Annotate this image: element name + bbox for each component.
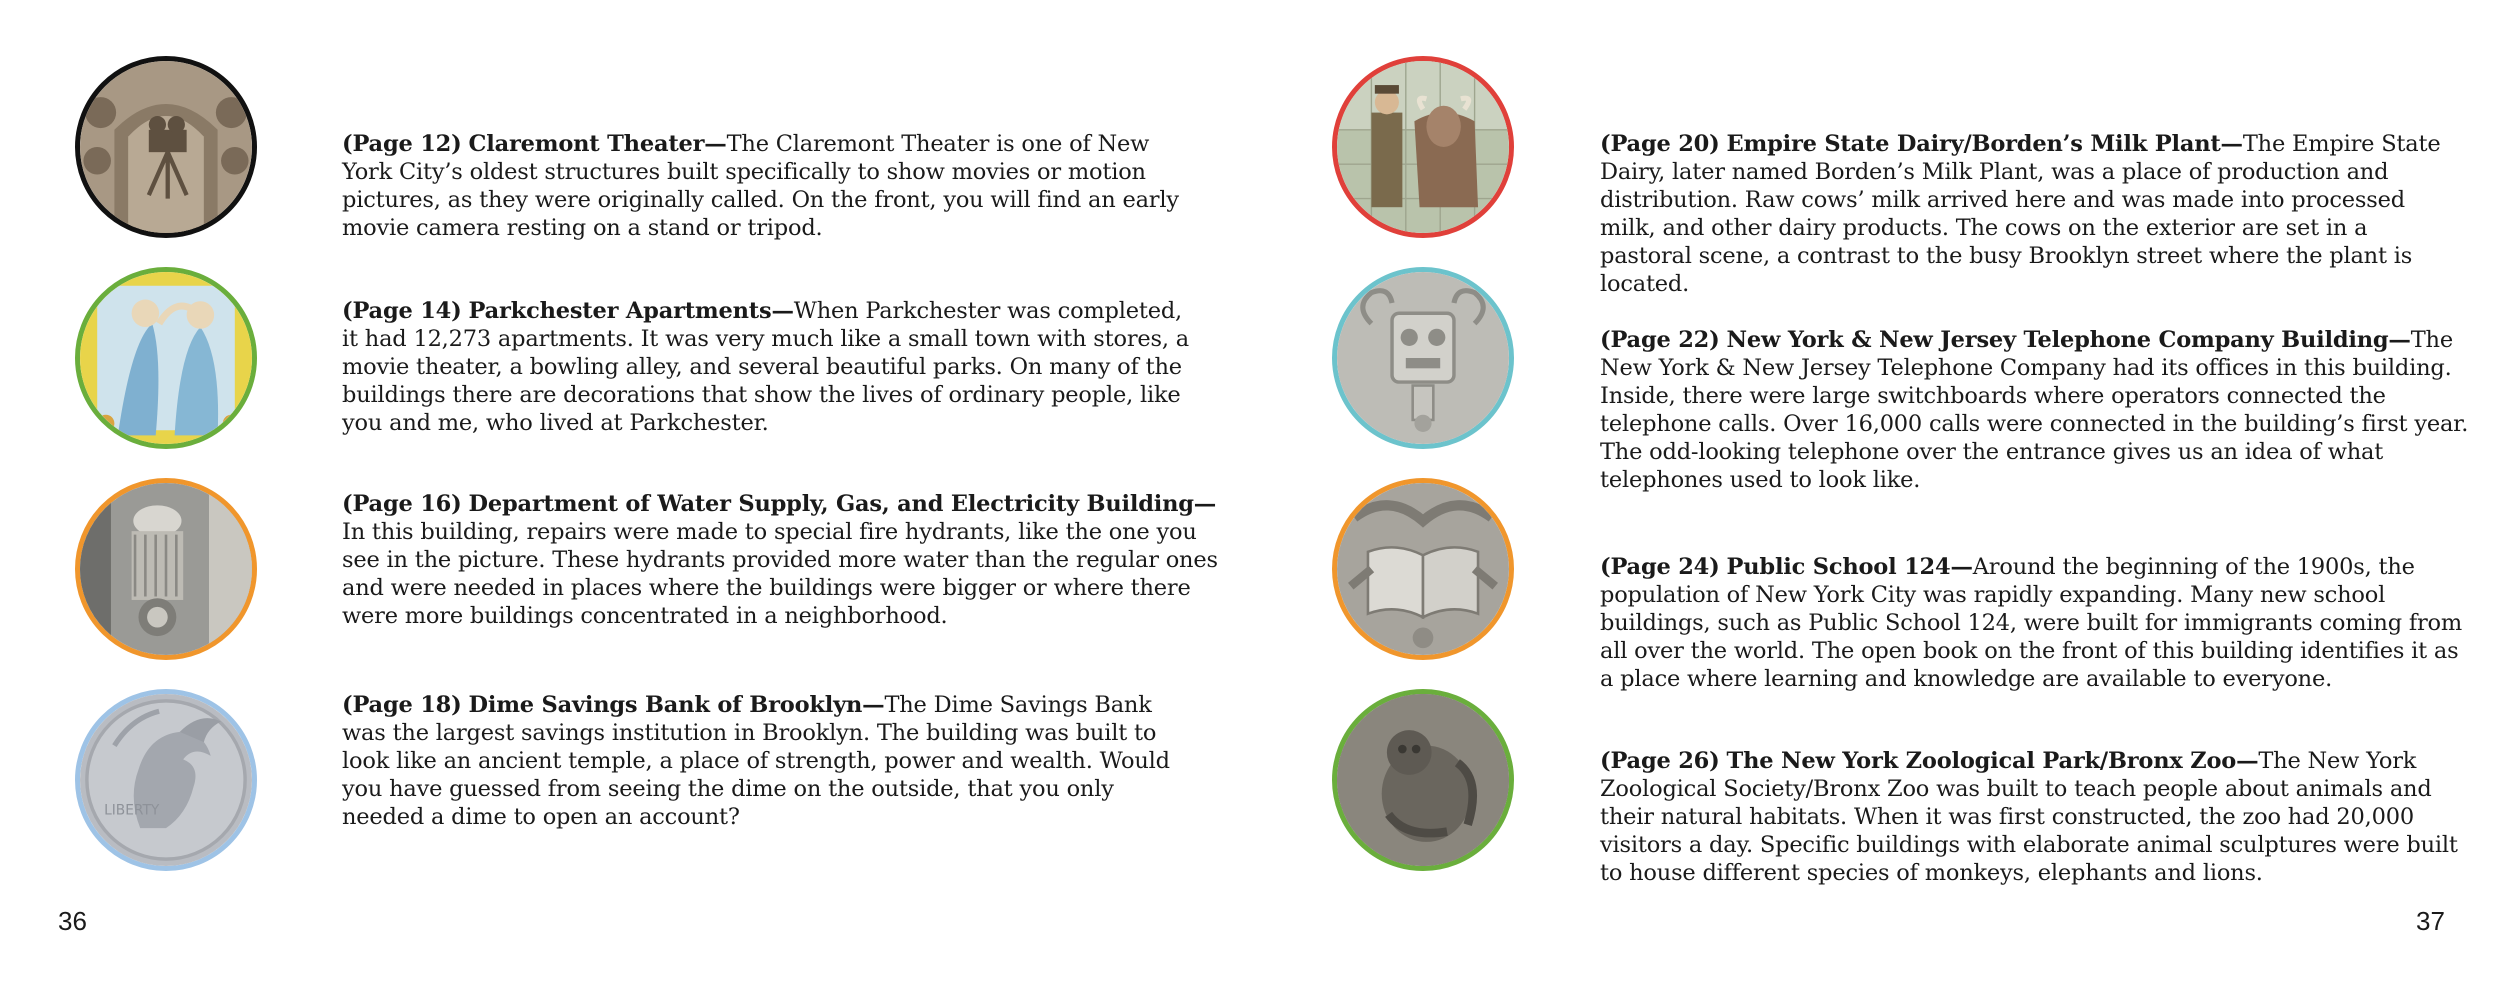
right-page	[1249, 0, 2498, 994]
entry-body: The Empire State Dairy, later named Borden’s Milk Plant, was a place of production and distribution. Raw cows’ milk arrived here and was made into processed milk, and other dairy products. The cows on the exterior are set in a pastoral scene, a contrast to the busy Brooklyn street where the plant is located.	[1600, 131, 2441, 297]
entry-title: Dime Savings Bank of Brooklyn—	[468, 692, 885, 718]
entry-claremont-text	[342, 130, 1202, 242]
entry-ref: (Page 26)	[1600, 748, 1720, 774]
entry-ref: (Page 20)	[1600, 131, 1720, 157]
entry-body: Around the beginning of the 1900s, the population of New York City was rapidly expanding. Many new school buildings, such as Public School 124, were built for immigrants coming from all over the world. The open book on the front of this building identifies it as a place where learning and knowledge are available to everyone.	[1600, 554, 2463, 692]
entry-parkchester-text	[342, 297, 1202, 437]
entry-body: The New York & New Jersey Telephone Company had its offices in this building. Inside, there were large switchboards where operators connected the telephone calls. Over 16,000 calls were connected in the building’s first year. The odd-looking telephone over the entrance gives us an idea of what telephones used to look like.	[1600, 327, 2469, 493]
page-number: 37	[2416, 906, 2445, 936]
open-book-carving-icon	[1332, 478, 1514, 660]
entry-title: Department of Water Supply, Gas, and Electricity Building—	[468, 491, 1217, 517]
svg-text:LIBERTY: LIBERTY	[104, 802, 160, 819]
entry-empire-state-dairy-text	[1600, 130, 2460, 298]
page-number: 36	[58, 906, 87, 936]
entry-body: The Claremont Theater is one of New York City’s oldest structures built specifically to show movies or motion pictures, as they were originally called. On the front, you will find an early movie camera resting on a stand or tripod.	[342, 131, 1179, 241]
entry-title: The New York Zoological Park/Bronx Zoo—	[1726, 748, 2259, 774]
mercury-dime-icon	[75, 689, 257, 871]
entry-body: When Parkchester was completed, it had 12,273 apartments. It was very much like a small town with stores, a movie theater, a bowling alley, and several beautiful parks. On many of the buildings there are decorations that show the lives of ordinary people, like you and me, who lived at Parkchester.	[342, 298, 1189, 436]
farmer-and-cow-mural-icon	[1332, 56, 1514, 238]
entry-body: In this building, repairs were made to special fire hydrants, like the one you see in the picture. These hydrants provided more water than the regular ones and were needed in places where the buildings were bigger or where there were more buildings concentrated in a neighborhood.	[342, 519, 1218, 629]
entry-title: Claremont Theater—	[468, 131, 727, 157]
entry-dime-savings-text	[342, 691, 1202, 831]
monkey-sculpture-icon	[1332, 689, 1514, 871]
entry-ref: (Page 18)	[342, 692, 462, 718]
entry-title: Empire State Dairy/Borden’s Milk Plant—	[1726, 131, 2243, 157]
fire-hydrant-carving-icon	[75, 478, 257, 660]
movie-camera-carving-icon	[75, 56, 257, 238]
telephone-carving-icon	[1332, 267, 1514, 449]
entry-ref: (Page 24)	[1600, 554, 1720, 580]
entry-public-school-text	[1600, 553, 2470, 693]
entry-body: The New York Zoological Society/Bronx Zoo was built to teach people about animals and their natural habitats. When it was first constructed, the zoo had 20,000 visitors a day. Specific buildings with elaborate animal sculptures were built to house different species of monkeys, elephants and lions.	[1600, 748, 2458, 886]
entry-ref: (Page 12)	[342, 131, 462, 157]
entry-title: Parkchester Apartments—	[468, 298, 794, 324]
entry-body: The Dime Savings Bank was the largest savings institution in Brooklyn. The building was built to look like an ancient temple, a place of strength, power and wealth. Would you have guessed from seeing the dime on the outside, that you only needed a dime to open an account?	[342, 692, 1170, 830]
entry-telephone-company-text	[1600, 326, 2470, 494]
entry-ref: (Page 22)	[1600, 327, 1720, 353]
entry-title: Public School 124—	[1726, 554, 1973, 580]
entry-title: New York & New Jersey Telephone Company Building—	[1726, 327, 2411, 353]
entry-bronx-zoo-text	[1600, 747, 2460, 887]
ceramic-relief-figures-icon	[75, 267, 257, 449]
entry-ref: (Page 14)	[342, 298, 462, 324]
entry-water-supply-text	[342, 490, 1222, 630]
entry-ref: (Page 16)	[342, 491, 462, 517]
